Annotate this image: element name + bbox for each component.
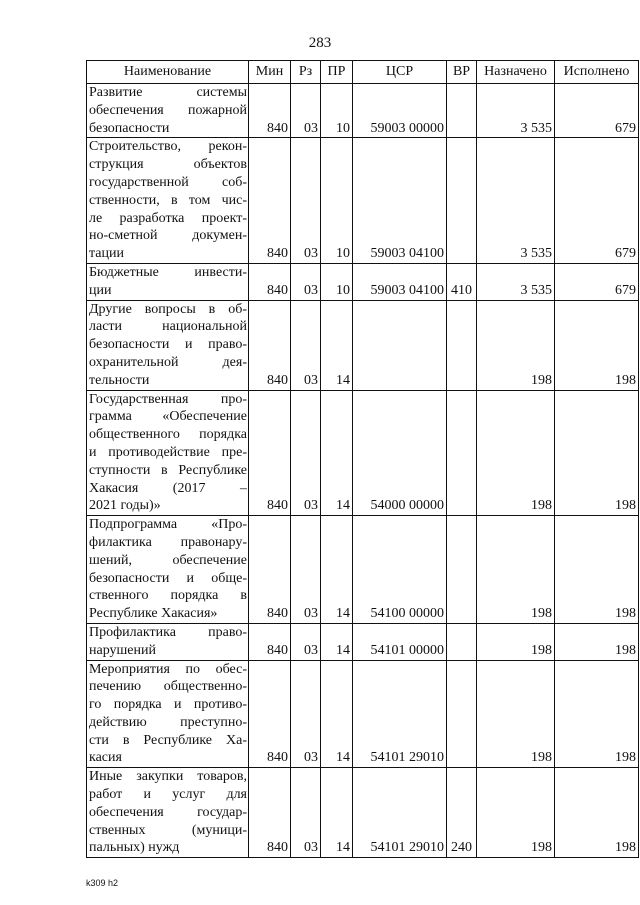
- row-rz-cell: 03: [291, 138, 321, 264]
- row-name-line: ласти национальной: [89, 319, 247, 335]
- row-csr-cell: 59003 04100: [353, 263, 447, 300]
- row-name-cell: [87, 516, 249, 624]
- row-assigned-cell: 198: [477, 768, 555, 858]
- row-executed-cell: 679: [555, 263, 639, 300]
- row-executed-cell: 679: [555, 138, 639, 264]
- table-row: [87, 84, 639, 138]
- row-name-line: тации: [89, 246, 124, 262]
- row-name-cell: [87, 300, 249, 390]
- row-executed-cell: 198: [555, 660, 639, 768]
- row-vr-cell: [447, 390, 477, 516]
- row-executed-cell: 198: [555, 390, 639, 516]
- row-name-line: Другие вопросы в об-: [89, 301, 247, 317]
- row-pr-cell: 14: [321, 300, 353, 390]
- row-name-line: и противодействие пре-: [89, 444, 247, 460]
- row-min-cell: 840: [249, 768, 291, 858]
- row-name-line: ственного порядка в: [89, 588, 247, 604]
- row-executed-cell: 198: [555, 516, 639, 624]
- table-row: [87, 660, 639, 768]
- row-csr-cell: 54101 29010: [353, 768, 447, 858]
- table-header-row: [87, 61, 639, 84]
- row-rz-cell: 03: [291, 390, 321, 516]
- row-name-cell: [87, 390, 249, 516]
- row-name-line: ции: [89, 282, 112, 298]
- row-assigned-cell: 198: [477, 660, 555, 768]
- row-name-line: Республике Хакасия»: [89, 606, 218, 622]
- row-name-line: го порядка и противо-: [89, 697, 247, 713]
- header-pr: ПР: [321, 61, 353, 84]
- row-assigned-cell: 198: [477, 623, 555, 660]
- row-name-line: печению общественно-: [89, 679, 247, 695]
- row-rz-cell: 03: [291, 84, 321, 138]
- row-name-line: ступности в Республике: [89, 462, 247, 478]
- budget-table: [86, 60, 639, 858]
- row-name-line: пальных) нужд: [89, 840, 180, 856]
- row-assigned-cell: 198: [477, 300, 555, 390]
- header-rz: Рз: [291, 61, 321, 84]
- row-pr-cell: 14: [321, 390, 353, 516]
- table-body: [87, 84, 639, 858]
- row-name-line: сти в Республике Ха-: [89, 732, 247, 748]
- row-name-line: работ и услуг для: [89, 787, 247, 803]
- row-name-line: общественного порядка: [89, 427, 247, 443]
- table-row: [87, 138, 639, 264]
- row-assigned-cell: 3 535: [477, 263, 555, 300]
- row-name-line: безопасности и право-: [89, 337, 247, 353]
- row-min-cell: 840: [249, 516, 291, 624]
- table-row: [87, 623, 639, 660]
- row-name-cell: [87, 84, 249, 138]
- row-vr-cell: [447, 660, 477, 768]
- row-name-line: обеспечения пожарной: [89, 102, 247, 118]
- row-csr-cell: [353, 300, 447, 390]
- table-row: [87, 390, 639, 516]
- row-csr-cell: 59003 00000: [353, 84, 447, 138]
- row-name-line: Иные закупки товаров,: [89, 769, 247, 785]
- row-min-cell: 840: [249, 263, 291, 300]
- row-name-line: действию преступно-: [89, 714, 247, 730]
- row-vr-cell: 410: [447, 263, 477, 300]
- row-name-line: тельности: [89, 372, 150, 388]
- header-assigned: Назначено: [477, 61, 555, 84]
- row-rz-cell: 03: [291, 623, 321, 660]
- row-vr-cell: [447, 138, 477, 264]
- header-min: Мин: [249, 61, 291, 84]
- row-name-line: Государственная про-: [89, 391, 247, 407]
- row-name-line: ственности, в том чис-: [89, 192, 247, 208]
- row-name-cell: [87, 263, 249, 300]
- row-executed-cell: 198: [555, 623, 639, 660]
- row-name-line: безопасности: [89, 120, 170, 136]
- row-assigned-cell: 198: [477, 390, 555, 516]
- row-name-line: касия: [89, 750, 122, 766]
- table-row: [87, 263, 639, 300]
- row-pr-cell: 14: [321, 623, 353, 660]
- row-min-cell: 840: [249, 300, 291, 390]
- row-vr-cell: 240: [447, 768, 477, 858]
- row-min-cell: 840: [249, 623, 291, 660]
- row-csr-cell: 54100 00000: [353, 516, 447, 624]
- row-name-line: струкция объектов: [89, 157, 247, 173]
- row-name-line: но-сметной докумен-: [89, 228, 247, 244]
- header-csr: ЦСР: [353, 61, 447, 84]
- row-vr-cell: [447, 516, 477, 624]
- footer-code: k309 h2: [86, 878, 119, 888]
- row-vr-cell: [447, 300, 477, 390]
- row-name-line: шений, обеспечение: [89, 552, 247, 568]
- row-name-line: Бюджетные инвести-: [89, 264, 247, 280]
- row-rz-cell: 03: [291, 516, 321, 624]
- page-number: 283: [308, 35, 332, 51]
- row-csr-cell: 54101 00000: [353, 623, 447, 660]
- row-name-line: ственных (муници-: [89, 822, 247, 838]
- row-min-cell: 840: [249, 84, 291, 138]
- table-row: [87, 300, 639, 390]
- row-name-cell: [87, 623, 249, 660]
- row-csr-cell: 59003 04100: [353, 138, 447, 264]
- row-name-line: Строительство, рекон-: [89, 139, 247, 155]
- row-pr-cell: 10: [321, 263, 353, 300]
- header-name: Наименование: [87, 61, 249, 84]
- row-executed-cell: 198: [555, 300, 639, 390]
- row-vr-cell: [447, 84, 477, 138]
- row-name-line: ле разработка проект-: [89, 210, 247, 226]
- row-executed-cell: 198: [555, 768, 639, 858]
- row-vr-cell: [447, 623, 477, 660]
- row-rz-cell: 03: [291, 660, 321, 768]
- table-row: [87, 768, 639, 858]
- row-pr-cell: 10: [321, 138, 353, 264]
- row-name-line: Хакасия (2017 –: [89, 480, 247, 496]
- row-executed-cell: 679: [555, 84, 639, 138]
- row-name-cell: [87, 768, 249, 858]
- row-rz-cell: 03: [291, 300, 321, 390]
- header-executed: Исполнено: [555, 61, 639, 84]
- row-pr-cell: 14: [321, 516, 353, 624]
- row-pr-cell: 10: [321, 84, 353, 138]
- row-assigned-cell: 3 535: [477, 84, 555, 138]
- row-assigned-cell: 198: [477, 516, 555, 624]
- row-name-line: обеспечения государ-: [89, 804, 247, 820]
- row-name-line: безопасности и обще-: [89, 570, 247, 586]
- row-min-cell: 840: [249, 390, 291, 516]
- row-name-line: грамма «Обеспечение: [89, 409, 247, 425]
- table-row: [87, 516, 639, 624]
- row-pr-cell: 14: [321, 660, 353, 768]
- row-name-cell: [87, 138, 249, 264]
- row-name-line: Подпрограмма «Про-: [89, 517, 247, 533]
- row-name-line: Развитие системы: [89, 85, 247, 100]
- row-name-line: государственной соб-: [89, 174, 247, 190]
- header-vr: ВР: [447, 61, 477, 84]
- row-min-cell: 840: [249, 660, 291, 768]
- row-csr-cell: 54101 29010: [353, 660, 447, 768]
- row-name-line: филактика правонару-: [89, 534, 247, 550]
- row-rz-cell: 03: [291, 263, 321, 300]
- row-assigned-cell: 3 535: [477, 138, 555, 264]
- row-min-cell: 840: [249, 138, 291, 264]
- row-name-line: Мероприятия по обес-: [89, 661, 247, 677]
- row-name-line: 2021 годы)»: [89, 498, 161, 514]
- row-name-line: Профилактика право-: [89, 624, 247, 640]
- row-name-cell: [87, 660, 249, 768]
- row-name-line: нарушений: [89, 642, 156, 658]
- row-rz-cell: 03: [291, 768, 321, 858]
- row-pr-cell: 14: [321, 768, 353, 858]
- row-name-line: охранительной дея-: [89, 354, 247, 370]
- row-csr-cell: 54000 00000: [353, 390, 447, 516]
